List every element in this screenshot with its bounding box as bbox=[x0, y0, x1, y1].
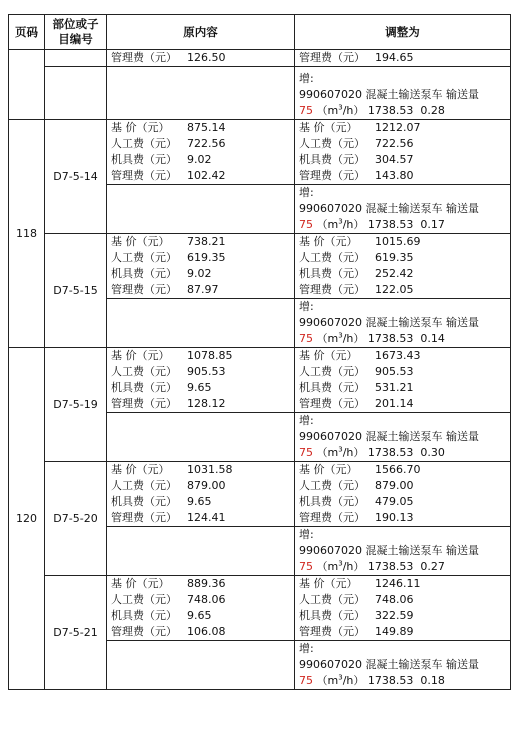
original-cell: 基 价（元） 889.36 人工费（元） 748.06 机具费（元） 9.65 管理费（元） 106.08 bbox=[107, 576, 295, 641]
table-row bbox=[9, 462, 511, 527]
original-cell bbox=[107, 527, 295, 576]
page-cell bbox=[9, 50, 45, 120]
item-code: D7-5-21 bbox=[45, 576, 107, 690]
item-code: D7-5-14 bbox=[45, 120, 107, 234]
page-number: 118 bbox=[9, 120, 45, 348]
adjusted-cell: 增: 990607020 混凝土输送泵车 输送量 75 $(m^3/h)$ 1738.53 0.27 bbox=[295, 527, 511, 576]
table-row bbox=[9, 576, 511, 641]
adjusted-cell: 管理费（元） 194.65 bbox=[295, 50, 511, 67]
adjusted-cell: 基 价（元） 1246.11 人工费（元） 748.06 机具费（元） 322.59 管理费（元） 149.89 bbox=[295, 576, 511, 641]
adjusted-cell: 基 价（元） 1566.70 人工费（元） 879.00 机具费（元） 479.05 管理费（元） 190.13 bbox=[295, 462, 511, 527]
code-cell bbox=[45, 50, 107, 67]
adjusted-cell: 增: 990607020 混凝土输送泵车 输送量 75 $(m^3/h)$ 1738.53 0.30 bbox=[295, 413, 511, 462]
adjusted-cell: 基 价（元） 1212.07 人工费（元） 722.56 机具费（元） 304.57 管理费（元） 143.80 bbox=[295, 120, 511, 185]
adjusted-cell: 基 价（元） 1673.43 人工费（元） 905.53 机具费（元） 531.21 管理费（元） 201.14 bbox=[295, 348, 511, 413]
item-code: D7-5-19 bbox=[45, 348, 107, 462]
original-cell bbox=[107, 185, 295, 234]
table-row bbox=[9, 348, 511, 413]
header-page: 页码 bbox=[9, 15, 45, 50]
original-cell: 基 价（元） 875.14 人工费（元） 722.56 机具费（元） 9.02 管理费（元） 102.42 bbox=[107, 120, 295, 185]
table-row bbox=[9, 120, 511, 185]
table-row bbox=[9, 50, 511, 67]
header-original: 原内容 bbox=[107, 15, 295, 50]
item-code: D7-5-15 bbox=[45, 234, 107, 348]
adjusted-cell: 基 价（元） 1015.69 人工费（元） 619.35 机具费（元） 252.42 管理费（元） 122.05 bbox=[295, 234, 511, 299]
table-row bbox=[9, 234, 511, 299]
code-cell bbox=[45, 67, 107, 120]
item-code: D7-5-20 bbox=[45, 462, 107, 576]
original-cell bbox=[107, 413, 295, 462]
original-cell: 基 价（元） 1031.58 人工费（元） 879.00 机具费（元） 9.65 管理费（元） 124.41 bbox=[107, 462, 295, 527]
table-row bbox=[9, 67, 511, 120]
original-cell bbox=[107, 67, 295, 120]
header-row bbox=[9, 15, 511, 50]
original-cell: 基 价（元） 1078.85 人工费（元） 905.53 机具费（元） 9.65 管理费（元） 128.12 bbox=[107, 348, 295, 413]
adjusted-cell: 增: 990607020 混凝土输送泵车 输送量 75 $(m^3/h)$ 1738.53 0.17 bbox=[295, 185, 511, 234]
header-adjusted: 调整为 bbox=[295, 15, 511, 50]
adjustment-table bbox=[8, 14, 511, 690]
original-cell: 管理费（元） 126.50 bbox=[107, 50, 295, 67]
header-part: 部位或子 目编号 bbox=[45, 15, 107, 50]
adjusted-cell: 增: 990607020 混凝土输送泵车 输送量 75 $(m^3/h)$ 1738.53 0.18 bbox=[295, 641, 511, 690]
adjusted-cell: 增: 990607020 混凝土输送泵车 输送量 75 $(m^3/h)$ 1738.53 0.14 bbox=[295, 299, 511, 348]
adjusted-cell: 增: 990607020 混凝土输送泵车 输送量 75 $(m^3/h)$ 1738.53 0.28 bbox=[295, 67, 511, 120]
original-cell bbox=[107, 299, 295, 348]
page-number: 120 bbox=[9, 348, 45, 690]
original-cell bbox=[107, 641, 295, 690]
original-cell: 基 价（元） 738.21 人工费（元） 619.35 机具费（元） 9.02 管理费（元） 87.97 bbox=[107, 234, 295, 299]
